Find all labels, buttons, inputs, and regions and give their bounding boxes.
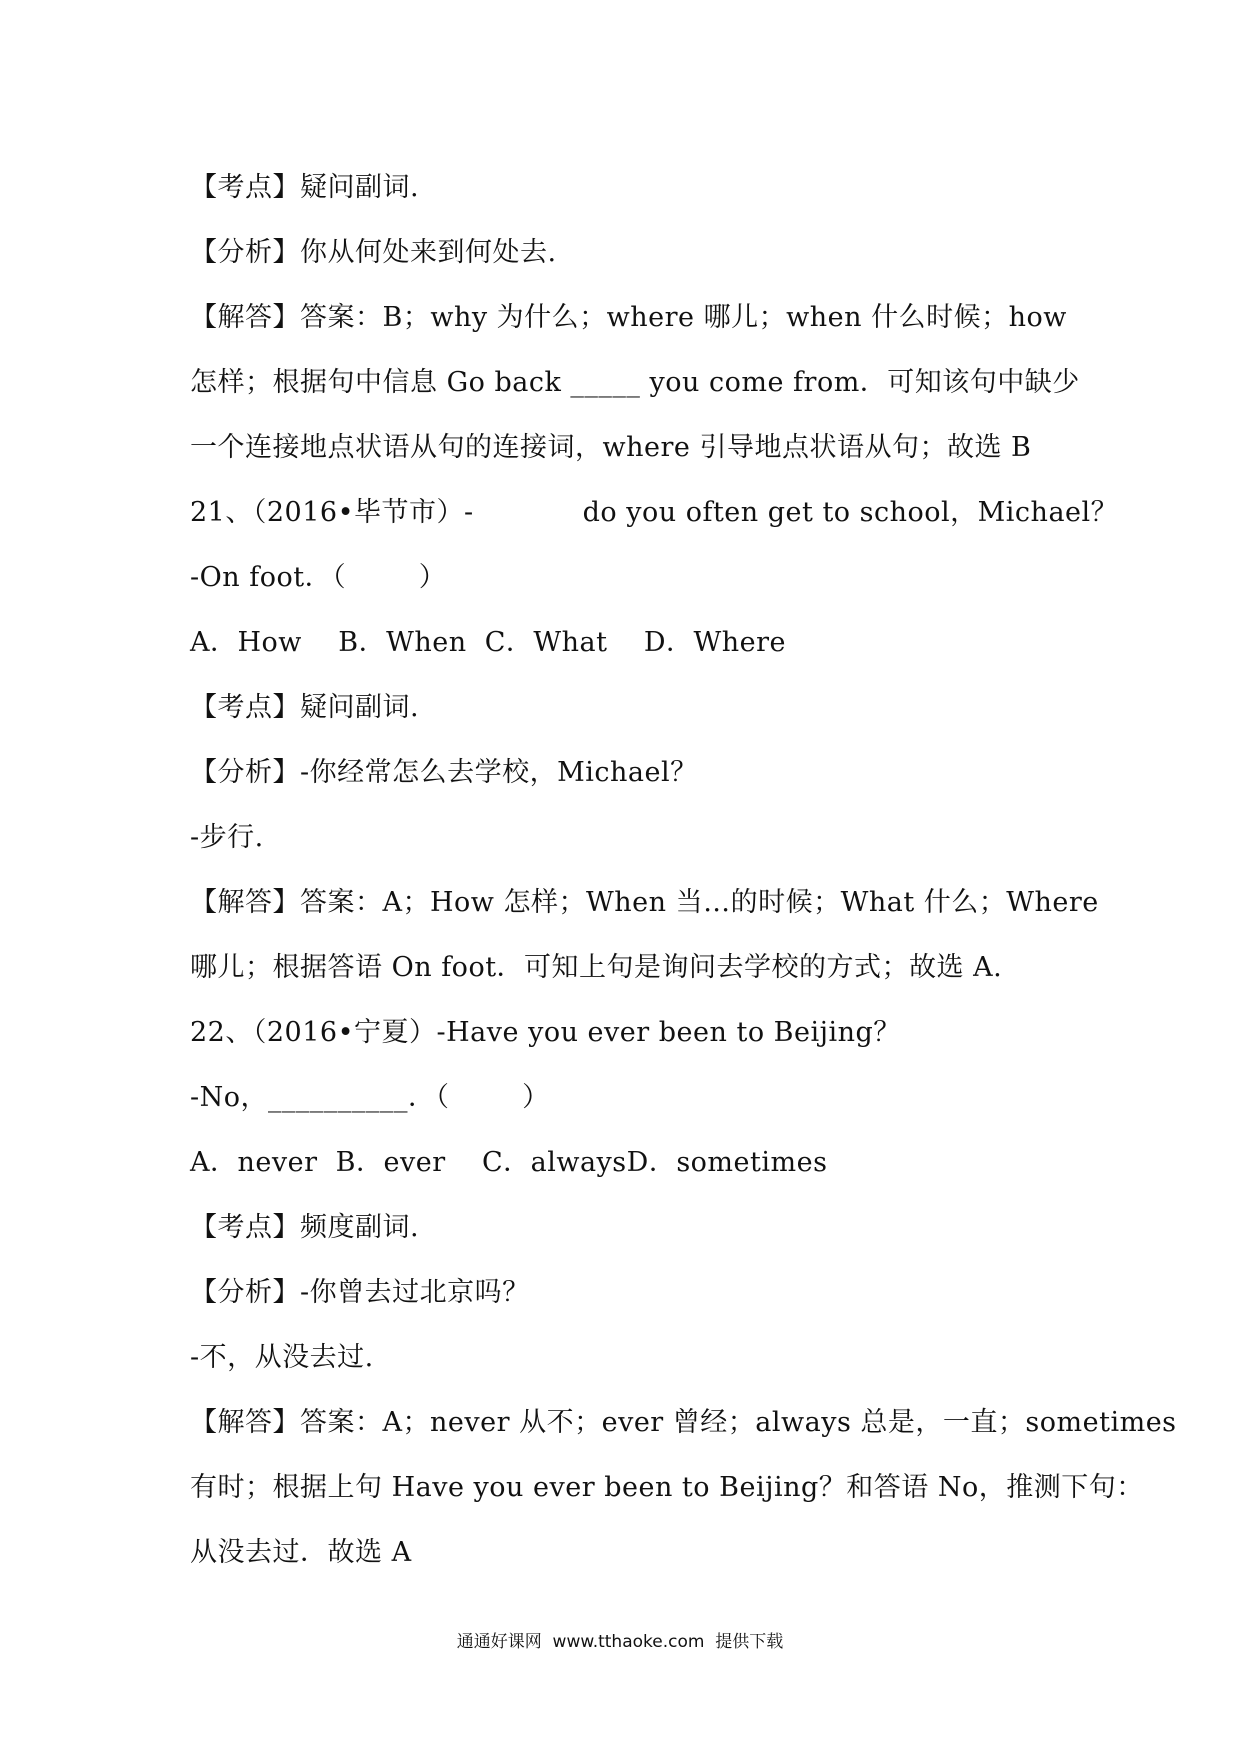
text-line: 【考点】频度副词. [190,1212,420,1243]
text-line: 【分析】你从何处来到何处去. [190,237,557,268]
document-body [190,155,1177,1585]
text-line: -On foot．（ ） [190,562,447,593]
text-line: 【考点】疑问副词. [190,172,420,203]
question-21-prompt: 21、（2016•毕节市）- do you often get to school，Michael？ [190,497,1119,528]
question-21-options: A．How B．When C．What D．Where [190,627,786,658]
text-line: 【解答】答案：A；never 从不；ever 曾经；always 总是，一直；sometimes [190,1407,1177,1438]
text-line: 【分析】-你经常怎么去学校，Michael？ [190,757,698,788]
question-22-prompt: 22、（2016•宁夏）-Have you ever been to Beijing？ [190,1017,901,1048]
question-22-options: A．never B．ever C．alwaysD．sometimes [190,1147,828,1178]
text-line: 有时；根据上句 Have you ever been to Beijing？和答语 No，推测下句： [190,1472,1144,1503]
text-line: -步行. [190,822,264,853]
text-line: 【解答】答案：B；why 为什么；where 哪儿；when 什么时候；how [190,302,1067,333]
text-line: -不，从没去过. [190,1342,374,1373]
text-line: 从没去过．故选 A [190,1537,412,1568]
text-line: 一个连接地点状语从句的连接词，where 引导地点状语从句；故选 B [190,432,1032,463]
page-footer: 通通好课网 www.tthaoke.com 提供下载 [456,1632,784,1652]
text-line: 【解答】答案：A；How 怎样；When 当…的时候；What 什么；Where [190,887,1099,918]
text-line: 【考点】疑问副词. [190,692,420,723]
text-line: -No，__________．（ ） [190,1082,550,1113]
text-line: 【分析】-你曾去过北京吗？ [190,1277,530,1308]
text-line: 怎样；根据句中信息 Go back _____ you come from．可知该句中缺少 [190,367,1080,398]
text-line: 哪儿；根据答语 On foot．可知上句是询问去学校的方式；故选 A. [190,952,1003,983]
